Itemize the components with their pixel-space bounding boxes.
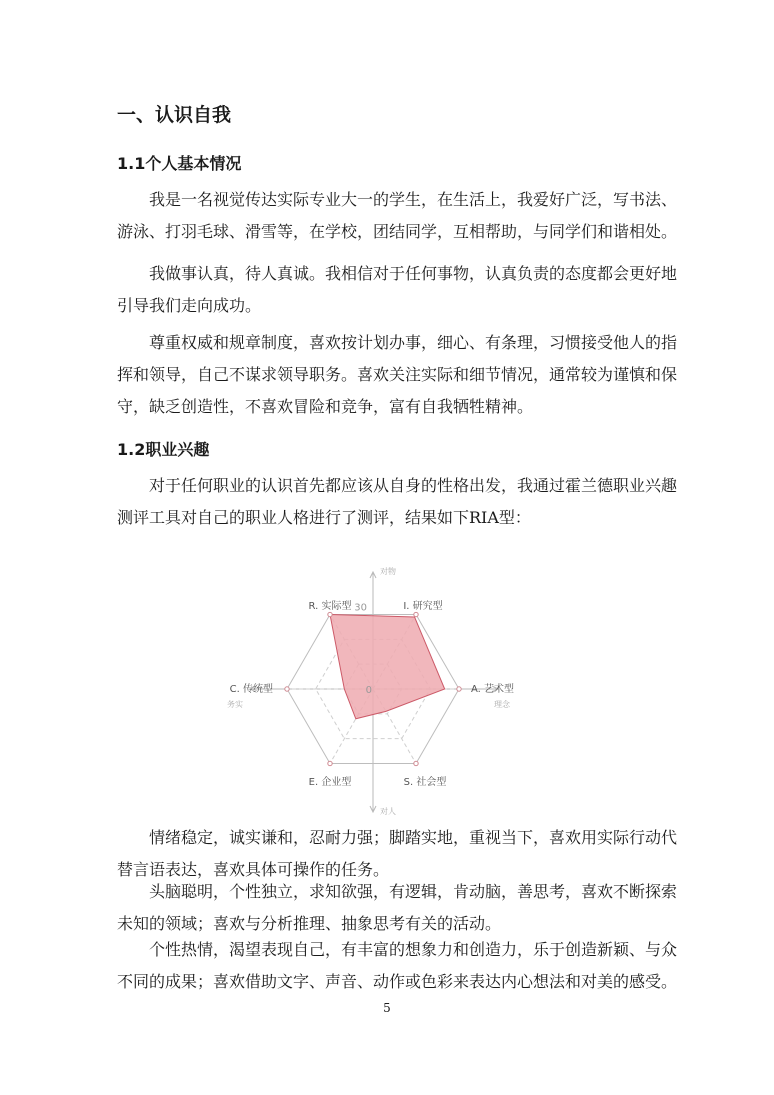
text-line: 替言语表达，喜欢具体可操作的任务。 <box>117 860 390 879</box>
paragraph-personality <box>117 327 678 423</box>
vertex-marker <box>414 612 418 616</box>
text-line: 对于任何职业的认识首先都应该从自身的性格出发，我通过霍兰德职业兴趣 <box>149 476 678 495</box>
vertex-marker <box>328 612 332 616</box>
text-line: 守，缺乏创造性，不喜欢冒险和竞争，富有自我牺牲精神。 <box>117 397 534 416</box>
paragraph-investigative <box>117 876 678 940</box>
direction-label-left: 务实 <box>227 700 243 709</box>
text-line: 我是一名视觉传达实际专业大一的学生，在生活上，我爱好广泛，写书法、 <box>149 190 678 209</box>
axis-label: R. 实际型 <box>308 601 352 612</box>
paragraph-hobbies <box>117 184 678 248</box>
text-line: 游泳、打羽毛球、滑雪等，在学校，团结同学，互相帮助，与同学们和谐相处。 <box>117 222 678 241</box>
axis-label: E. 企业型 <box>308 777 352 788</box>
paragraph-artistic <box>117 934 678 998</box>
subsection-heading-basic-info: 1.1个人基本情况 <box>117 154 242 173</box>
paragraph-attitude <box>117 258 678 322</box>
axis-label: A. 艺术型 <box>471 684 515 695</box>
text-line: 挥和领导，自己不谋求领导职务。喜欢关注实际和细节情况，通常较为谨慎和保 <box>117 365 678 384</box>
direction-label-bottom: 对人 <box>380 807 396 816</box>
axis-label: S. 社会型 <box>403 777 447 788</box>
text-line: 我做事认真，待人真诚。我相信对于任何事物，认真负责的态度都会更好地 <box>149 264 678 283</box>
vertex-marker <box>414 761 418 765</box>
text-line: 情绪稳定，诚实谦和，忍耐力强；脚踏实地，重视当下，喜欢用实际行动代 <box>149 828 678 847</box>
subsection-heading-career-interest: 1.2职业兴趣 <box>117 440 210 459</box>
text-line: 头脑聪明，个性独立，求知欲强，有逻辑，肯动脑，善思考，喜欢不断探索 <box>149 882 678 901</box>
text-line: 尊重权威和规章制度，喜欢按计划办事，细心、有条理，习惯接受他人的指 <box>149 333 678 352</box>
text-line: 测评工具对自己的职业人格进行了测评，结果如下RIA型： <box>117 508 531 527</box>
tick-label-min: 0 <box>365 685 372 696</box>
axis-label: C. 传统型 <box>229 684 273 695</box>
axis-label: I. 研究型 <box>403 601 443 612</box>
direction-label-top: 对物 <box>380 567 396 576</box>
section-heading: 一、认识自我 <box>117 104 232 126</box>
direction-label-right: 理念 <box>494 700 510 709</box>
page-number: 5 <box>383 1001 391 1015</box>
text-line: 个性热情，渴望表现自己，有丰富的想象力和创造力，乐于创造新颖、与众 <box>149 940 678 959</box>
paragraph-assessment <box>117 470 678 534</box>
text-line: 引导我们走向成功。 <box>117 296 262 315</box>
tick-label-max: 30 <box>354 602 367 614</box>
data-area <box>330 615 445 719</box>
vertex-marker <box>285 687 289 691</box>
vertex-marker <box>457 687 461 691</box>
vertex-marker <box>328 761 332 765</box>
text-line: 未知的领域；喜欢与分析推理、抽象思考有关的活动。 <box>117 914 502 933</box>
holland-radar-chart <box>210 550 550 830</box>
text-line: 不同的成果；喜欢借助文字、声音、动作或色彩来表达内心想法和对美的感受。 <box>117 972 678 991</box>
